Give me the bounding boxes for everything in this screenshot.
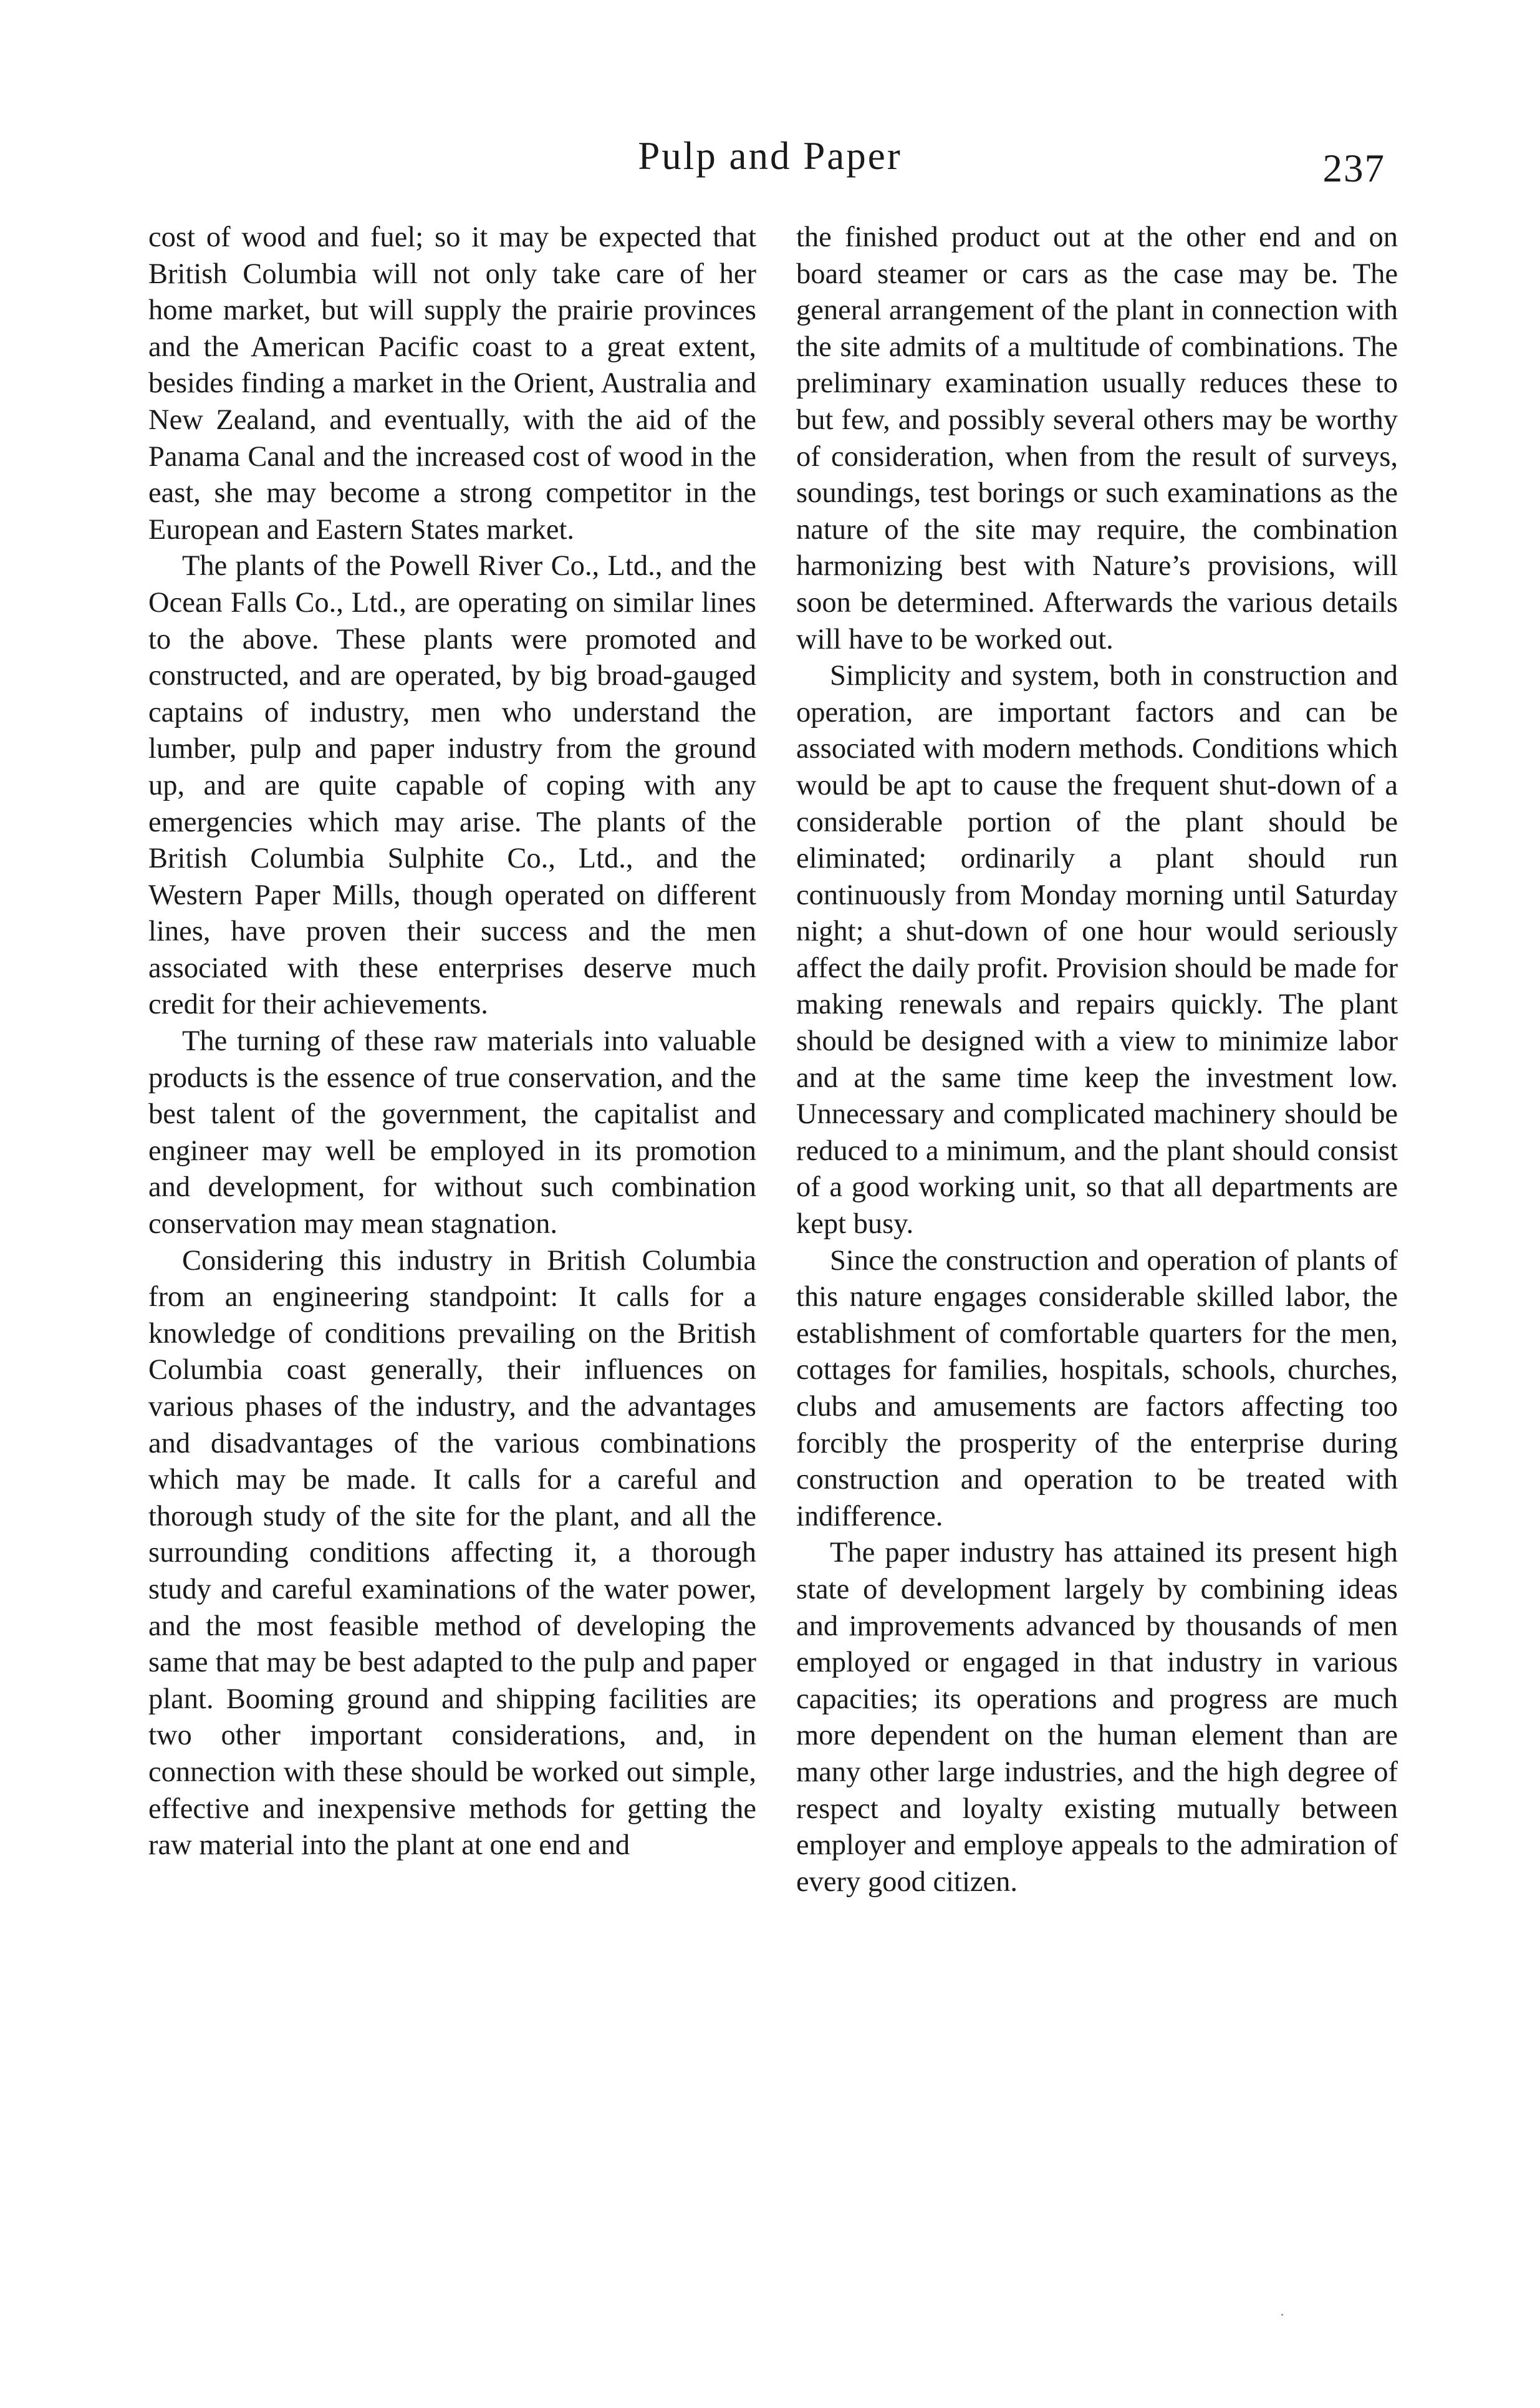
paragraph: The paper industry has attained its present high state of development largely by combining ideas and improvements advanced by thousands of men employed or engaged in that industry in various capacities; its operations and progress are much more dependent on the human element than are many other large industries, and the high degree of respect and loyalty existing mutually between employer and employe appeals to the admiration of every good citizen. bbox=[796, 1537, 1398, 1898]
page-number: 237 bbox=[1322, 147, 1385, 190]
paragraph: The turning of these raw materials into valuable products is the essence of true conservation, and the best talent of the government, the capitalist and engineer may well be employed in its promotion and development, for without such combination conservation may mean stagnation. bbox=[148, 1025, 756, 1240]
paragraph: Considering this industry in British Columbia from an engineering standpoint: It calls for a knowledge of conditions prevailing on the British Columbia coast generally, their influences on various phases of the industry, and the advantages and disadvantages of the various combinations which may be made. It calls for a careful and thorough study of the site for the plant, and all the surrounding conditions affecting it, a thorough study and careful examinations of the water power, and the most feasible method of developing the same that may be best adapted to the pulp and paper plant. Booming ground and shipping facilities are two other important considerations, and, in connection with these should be worked out simple, effective and inexpensive methods for getting the raw material into the plant at one end and bbox=[148, 1244, 756, 1862]
paragraph: Simplicity and system, both in construction and operation, are important factors and can be associated with modern methods. Conditions which would be apt to cause the frequent shut-down of a considerable portion of the plant should be eliminated; ordinarily a plant should run continuously from Monday morning until Saturday night; a shut-down of one hour would seriously affect the daily profit. Provision should be made for making renewals and repairs quickly. The plant should be designed with a view to minimize labor and at the same time keep the investment low. Unnecessary and complicated machinery should be reduced to a minimum, and the plant should consist of a good working unit, so that all departments are kept busy. bbox=[796, 660, 1398, 1240]
page-title: Pulp and Paper bbox=[638, 134, 902, 178]
paragraph: The plants of the Powell River Co., Ltd., and the Ocean Falls Co., Ltd., are operating on similar lines to the above. These plants were promoted and constructed, and are operated, by big broad-gauged captains of industry, men who understand the lumber, pulp and paper industry from the ground up, and are quite capable of coping with any emergencies which may arise. The plants of the British Columbia Sulphite Co., Ltd., and the Western Paper Mills, though operated on different lines, have proven their success and the men associated with these enterprises deserve much credit for their achievements. bbox=[148, 550, 756, 1021]
paragraph: the finished product out at the other end and on board steamer or cars as the case may be. The general arrangement of the plant in connection with the site admits of a multitude of combinations. The preliminary examination usually reduces these to but few, and possibly several others may be worthy of consideration, when from the result of surveys, soundings, test borings or such examinations as the nature of the site may require, the combination harmonizing best with Nature’s provisions, will soon be determined. Afterwards the various details will have to be worked out. bbox=[796, 221, 1398, 655]
running-head bbox=[0, 128, 1540, 190]
paragraph: Since the construction and operation of plants of this nature engages considerable skilled labor, the establishment of comfortable quarters for the men, cottages for families, hospitals, schools, churches, clubs and amusements are factors affecting too forcibly the prosperity of the enterprise during construction and operation to be treated with indifference. bbox=[796, 1244, 1398, 1532]
right-column bbox=[796, 220, 1398, 1900]
scan-speck bbox=[1281, 2314, 1283, 2316]
paragraph: cost of wood and fuel; so it may be expected that British Columbia will not only take care of her home market, but will supply the prairie provinces and the American Pacific coast to a great extent, besides finding a market in the Orient, Australia and New Zealand, and eventually, with the aid of the Panama Canal and the increased cost of wood in the east, she may become a strong competitor in the European and Eastern States market. bbox=[148, 221, 756, 546]
left-column bbox=[148, 220, 756, 1864]
